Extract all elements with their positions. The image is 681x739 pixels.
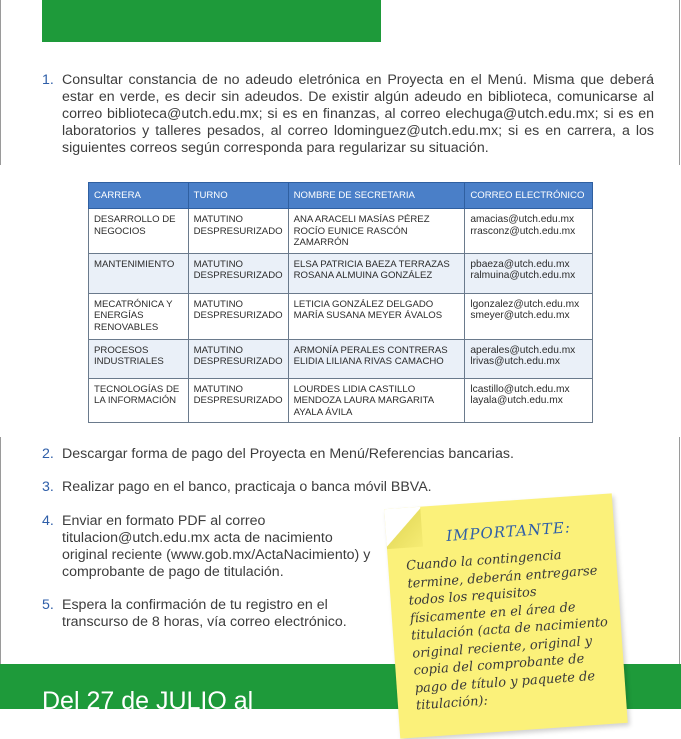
cell-carrera: MANTENIMIENTO <box>89 253 189 293</box>
cell-correo: lcastillo@utch.edu.mx layala@utch.edu.mx <box>465 378 593 423</box>
note-title: IMPORTANTE: <box>445 518 572 545</box>
step-number: 1. <box>42 72 54 88</box>
table-row <box>89 253 593 293</box>
cell-carrera: MECATRÓNICA Y ENERGÍAS RENOVABLES <box>89 293 189 339</box>
table-row <box>89 378 593 423</box>
cell-carrera: DESARROLLO DE NEGOCIOS <box>89 209 189 254</box>
cell-nombre: LOURDES LIDIA CASTILLO MENDOZA LAURA MARGARITA AYALA ÁVILA <box>288 378 465 423</box>
step-number: 2. <box>42 446 54 462</box>
cell-correo: aperales@utch.edu.mx lrivas@utch.edu.mx <box>465 339 593 378</box>
cell-turno: MATUTINO DESPRESURIZADO <box>188 253 288 293</box>
important-sticky-note <box>384 493 627 738</box>
step-number: 5. <box>42 597 54 613</box>
cell-turno: MATUTINO DESPRESURIZADO <box>188 378 288 423</box>
cell-correo: lgonzalez@utch.edu.mx smeyer@utch.edu.mx <box>465 293 593 339</box>
step-text: Espera la confirmación de tu registro en el transcurso de 8 horas, vía correo electrónico. <box>62 597 347 630</box>
cell-turno: MATUTINO DESPRESURIZADO <box>188 339 288 378</box>
step-text: Consultar constancia de no adeudo eletrónica en Proyecta en el Menú. Misma que deberá estar en verde, es decir sin adeudos. De existir algún adeudo en biblioteca, comunicarse al correo biblioteca@utch.edu.mx; si es en finanzas, al correo elechuga@utch.edu.mx; si es en laboratorios y talleres pesados, al correo ldominguez@utch.edu.mx; si es en carrera, a los siguientes correos según corresponda para regularizar su situación. <box>62 72 654 156</box>
step-text: Realizar pago en el banco, practicaja o banca móvil BBVA. <box>62 479 432 495</box>
column-header: NOMBRE DE SECRETARIA <box>288 183 465 209</box>
column-header: CORREO ELECTRÓNICO <box>465 183 593 209</box>
cell-nombre: ANA ARACELI MASÍAS PÉREZ ROCÍO EUNICE RASCÓN ZAMARRÓN <box>288 209 465 254</box>
step-number: 4. <box>42 513 54 529</box>
column-header: TURNO <box>188 183 288 209</box>
cell-nombre: LETICIA GONZÁLEZ DELGADO MARÍA SUSANA MEYER ÁVALOS <box>288 293 465 339</box>
table-row <box>89 293 593 339</box>
cell-correo: amacias@utch.edu.mx rrasconz@utch.edu.mx <box>465 209 593 254</box>
table-row <box>89 339 593 378</box>
cell-carrera: PROCESOS INDUSTRIALES <box>89 339 189 378</box>
banner-title: Del 27 de JULIO al <box>42 687 254 715</box>
table-header-row <box>89 183 593 209</box>
table-row <box>89 209 593 254</box>
secretaries-table <box>88 182 593 423</box>
top-green-bar <box>42 0 381 42</box>
cell-carrera: TECNOLOGÍAS DE LA INFORMACIÓN <box>89 378 189 423</box>
cell-nombre: ARMONÍA PERALES CONTRERAS ELIDIA LILIANA RIVAS CAMACHO <box>288 339 465 378</box>
step-text: Descargar forma de pago del Proyecta en Menú/Referencias bancarias. <box>62 446 514 462</box>
column-header: CARRERA <box>89 183 189 209</box>
secretaries-table-section <box>0 165 681 437</box>
step-number: 3. <box>42 479 54 495</box>
cell-turno: MATUTINO DESPRESURIZADO <box>188 209 288 254</box>
cell-turno: MATUTINO DESPRESURIZADO <box>188 293 288 339</box>
cell-correo: pbaeza@utch.edu.mx ralmuina@utch.edu.mx <box>465 253 593 293</box>
cell-nombre: ELSA PATRICIA BAEZA TERRAZAS ROSANA ALMUINA GONZÁLEZ <box>288 253 465 293</box>
note-body: Cuando la contingencia termine, deberán entregarse todos los requisitos físicamente en el área de titulación (acta de nacimiento original reciente, original y copia del comprobante de pago de título y paquete de titulación): <box>405 547 609 714</box>
folded-corner-icon <box>384 507 423 549</box>
step-text: Enviar en formato PDF al correo titulacion@utch.edu.mx acta de nacimiento original reciente (www.gob.mx/ActaNacimiento) y comprobante de pago de titulación. <box>62 513 371 580</box>
